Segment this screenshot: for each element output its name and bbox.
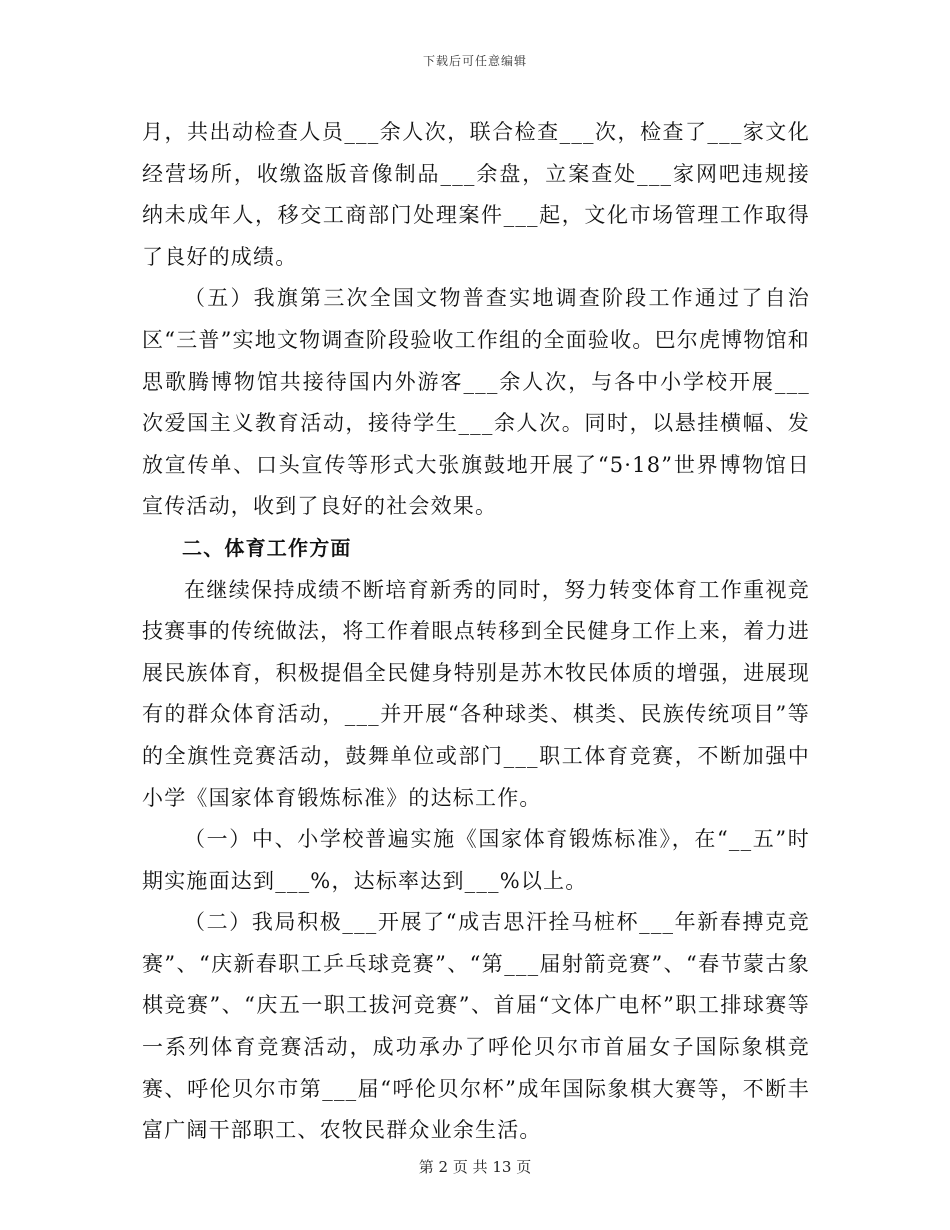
page-header: 下载后可任意编辑 (422, 54, 527, 68)
paragraph-continuation: 月，共出动检查人员___余人次，联合检查___次，检查了___家文化经营场所，收缴盗版音像制品___余盘，立案查处___家网吧违规接纳未成年人，移交工商部门处理案件___起，文化市场管理工作取得了良好的成绩。 (142, 120, 810, 269)
document-body (142, 112, 810, 1152)
section-heading-sports: 二、体育工作方面 (182, 535, 352, 560)
page-footer: 第 2 页 共 13 页 (418, 1158, 532, 1176)
paragraph-sports-intro: 在继续保持成绩不断培育新秀的同时，努力转变体育工作重视竞技赛事的传统做法，将工作着眼点转移到全民健身工作上来，着力进展民族体育，积极提倡全民健身特别是苏木牧民体质的增强，进展现有的群众体育活动，___并开展“各种球类、棋类、民族传统项目”等的全旗性竞赛活动，鼓舞单位或部门___职工体育竞赛，不断加强中小学《国家体育锻炼标准》的达标工作。 (142, 577, 810, 810)
paragraph-sports-item-1: （一）中、小学校普遍实施《国家体育锻炼标准》，在“__五”时期实施面达到___%，达标率达到___%以上。 (142, 827, 810, 893)
paragraph-cultural-relics: （五）我旗第三次全国文物普查实地调查阶段工作通过了自治区“三普”实地文物调查阶段验收工作组的全面验收。巴尔虎博物馆和思歌腾博物馆共接待国内外游客___余人次，与各中小学校开展___次爱国主义教育活动，接待学生___余人次。同时，以悬挂横幅、发放宣传单、口头宣传等形式大张旗鼓地开展了“5·18”世界博物馆日宣传活动，收到了良好的社会效果。 (142, 286, 810, 519)
paragraph-sports-item-2: （二）我局积极___开展了“成吉思汗拴马桩杯___年新春搏克竞赛”、“庆新春职工乒乓球竞赛”、“第___届射箭竞赛”、“春节蒙古象棋竞赛”、“庆五一职工拔河竞赛”、首届“文体广电杯”职工排球赛等一系列体育竞赛活动，成功承办了呼伦贝尔市首届女子国际象棋竞赛、呼伦贝尔市第___届“呼伦贝尔杯”成年国际象棋大赛等，不断丰富广阔干部职工、农牧民群众业余生活。 (142, 910, 810, 1143)
